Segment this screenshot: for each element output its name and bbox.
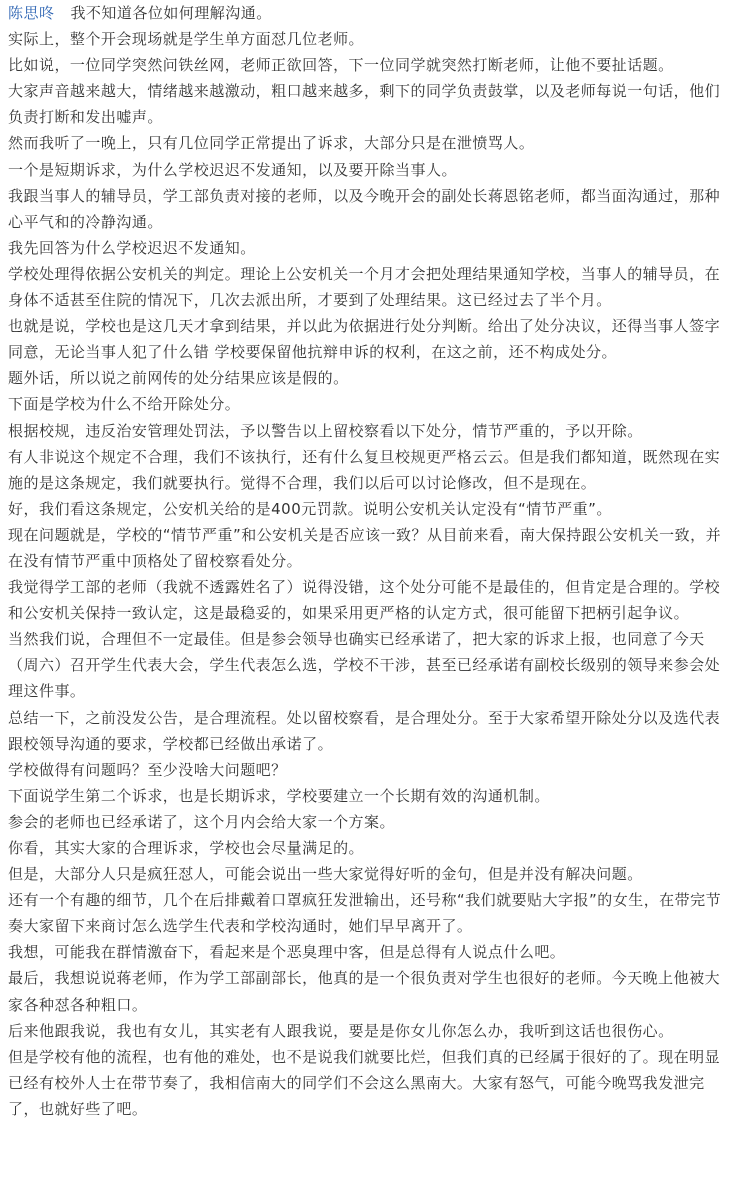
post-paragraph: 当然我们说，合理但不一定最佳。但是参会领导也确实已经承诺了，把大家的诉求上报，也同意了今天（周六）召开学生代表大会，学生代表怎么选，学校不干涉，甚至已经承诺有副校长级别的领导来参会处理这件事。 (8, 630, 721, 701)
post-paragraph: 也就是说，学校也是这几天才拿到结果，并以此为依据进行处分判断。给出了处分决议，还得当事人签字同意，无论当事人犯了什么错 学校要保留他抗辩申诉的权利，在这之前，还不构成处分。 (8, 317, 721, 362)
post-paragraph: 根据校规，违反治安管理处罚法，予以警告以上留校察看以下处分，情节严重的，予以开除。 (8, 421, 643, 440)
post-paragraph: 但是学校有他的流程，也有他的难处，也不是说我们就要比烂，但我们真的已经属于很好的了。现在明显已经有校外人士在带节奏了，我相信南大的同学们不会这么黑南大。大家有怒气，可能今晚骂我发泄完了，也就好些了吧。 (8, 1047, 721, 1118)
post-paragraph (8, 0, 727, 26)
post-paragraph: 最后，我想说说蒋老师，作为学工部副部长，他真的是一个很负责对学生也很好的老师。今天晚上他被大家各种怼各种粗口。 (8, 969, 721, 1014)
post-paragraph: 大家声音越来越大，情绪越来越激动，粗口越来越多，剩下的同学负责鼓掌，以及老师每说一句话，他们负责打断和发出嘘声。 (8, 82, 721, 127)
author-link[interactable]: 陈思咚 (8, 4, 55, 22)
post-paragraph: 但是，大部分人只是疯狂怼人，可能会说出一些大家觉得好听的金句，但是并没有解决问题。 (8, 865, 643, 884)
post-paragraph: 有人非说这个规定不合理，我们不该执行，还有什么复旦校规更严格云云。但是我们都知道，既然现在实施的是这条规定，我们就要执行。觉得不合理，我们以后可以讨论修改，但不是现在。 (8, 447, 721, 492)
post-paragraph: 我觉得学工部的老师（我就不透露姓名了）说得没错，这个处分可能不是最佳的，但肯定是合理的。学校和公安机关保持一致认定，这是最稳妥的，如果采用更严格的认定方式，很可能留下把柄引起争议。 (8, 578, 721, 623)
paragraph-text: 我不知道各位如何理解沟通。 (70, 4, 272, 22)
post-paragraph: 你看，其实大家的合理诉求，学校也会尽量满足的。 (8, 839, 365, 857)
post-paragraph: 下面是学校为什么不给开除处分。 (8, 395, 241, 414)
post-paragraph: 还有一个有趣的细节，几个在后排戴着口罩疯狂发泄输出，还号称“我们就要贴大字报”的女生，在带完节奏大家留下来商讨怎么选学生代表和学校沟通时，她们早早离开了。 (8, 891, 722, 936)
post-paragraph: 学校处理得依据公安机关的判定。理论上公安机关一个月才会把处理结果通知学校，当事人的辅导员，在身体不适甚至住院的情况下，几次去派出所，才要到了处理结果。这已经过去了半个月。 (8, 264, 721, 310)
post-paragraph: 我先回答为什么学校迟迟不发通知。 (8, 238, 256, 257)
post-paragraph: 总结一下，之前没发公告，是合理流程。处以留校察看，是合理处分。至于大家希望开除处分以及选代表跟校领导沟通的要求，学校都已经做出承诺了。 (8, 708, 721, 753)
post-paragraph: 题外话，所以说之前网传的处分结果应该是假的。 (8, 369, 349, 388)
post-paragraph: 后来他跟我说，我也有女儿，其实老有人跟我说，要是是你女儿你怎么办，我听到这话也很伤心。 (8, 1021, 674, 1040)
post-paragraph: 现在问题就是，学校的“情节严重”和公安机关是否应该一致？从目前来看，南大保持跟公安机关一致，并在没有情节严重中顶格处了留校察看处分。 (8, 525, 722, 570)
post-paragraph: 我跟当事人的辅导员，学工部负责对接的老师，以及今晚开会的副处长蒋恩铭老师，都当面沟通过，那种心平气和的冷静沟通。 (8, 186, 721, 231)
post-paragraph: 实际上，整个开会现场就是学生单方面怼几位老师。 (8, 30, 365, 49)
post-paragraph: 然而我听了一晚上，只有几位同学正常提出了诉求，大部分只是在泄愤骂人。 (8, 134, 535, 153)
post-paragraph: 学校做得有问题吗？至少没啥大问题吧？ (8, 760, 287, 779)
post-paragraph: 好，我们看这条规定，公安机关给的是400元罚款。说明公安机关认定没有“情节严重”。 (8, 499, 612, 518)
post-paragraph: 比如说，一位同学突然问铁丝网，老师正欲回答，下一位同学就突然打断老师，让他不要扯话题。 (8, 56, 674, 75)
post-paragraph: 下面说学生第二个诉求，也是长期诉求，学校要建立一个长期有效的沟通机制。 (8, 786, 550, 805)
post-paragraph: 参会的老师也已经承诺了，这个月内会给大家一个方案。 (8, 812, 396, 831)
post-paragraph: 我想，可能我在群情激奋下，看起来是个恶臭理中客，但是总得有人说点什么吧。 (8, 943, 566, 962)
post-paragraph: 一个是短期诉求，为什么学校迟迟不发通知，以及要开除当事人。 (8, 160, 457, 179)
